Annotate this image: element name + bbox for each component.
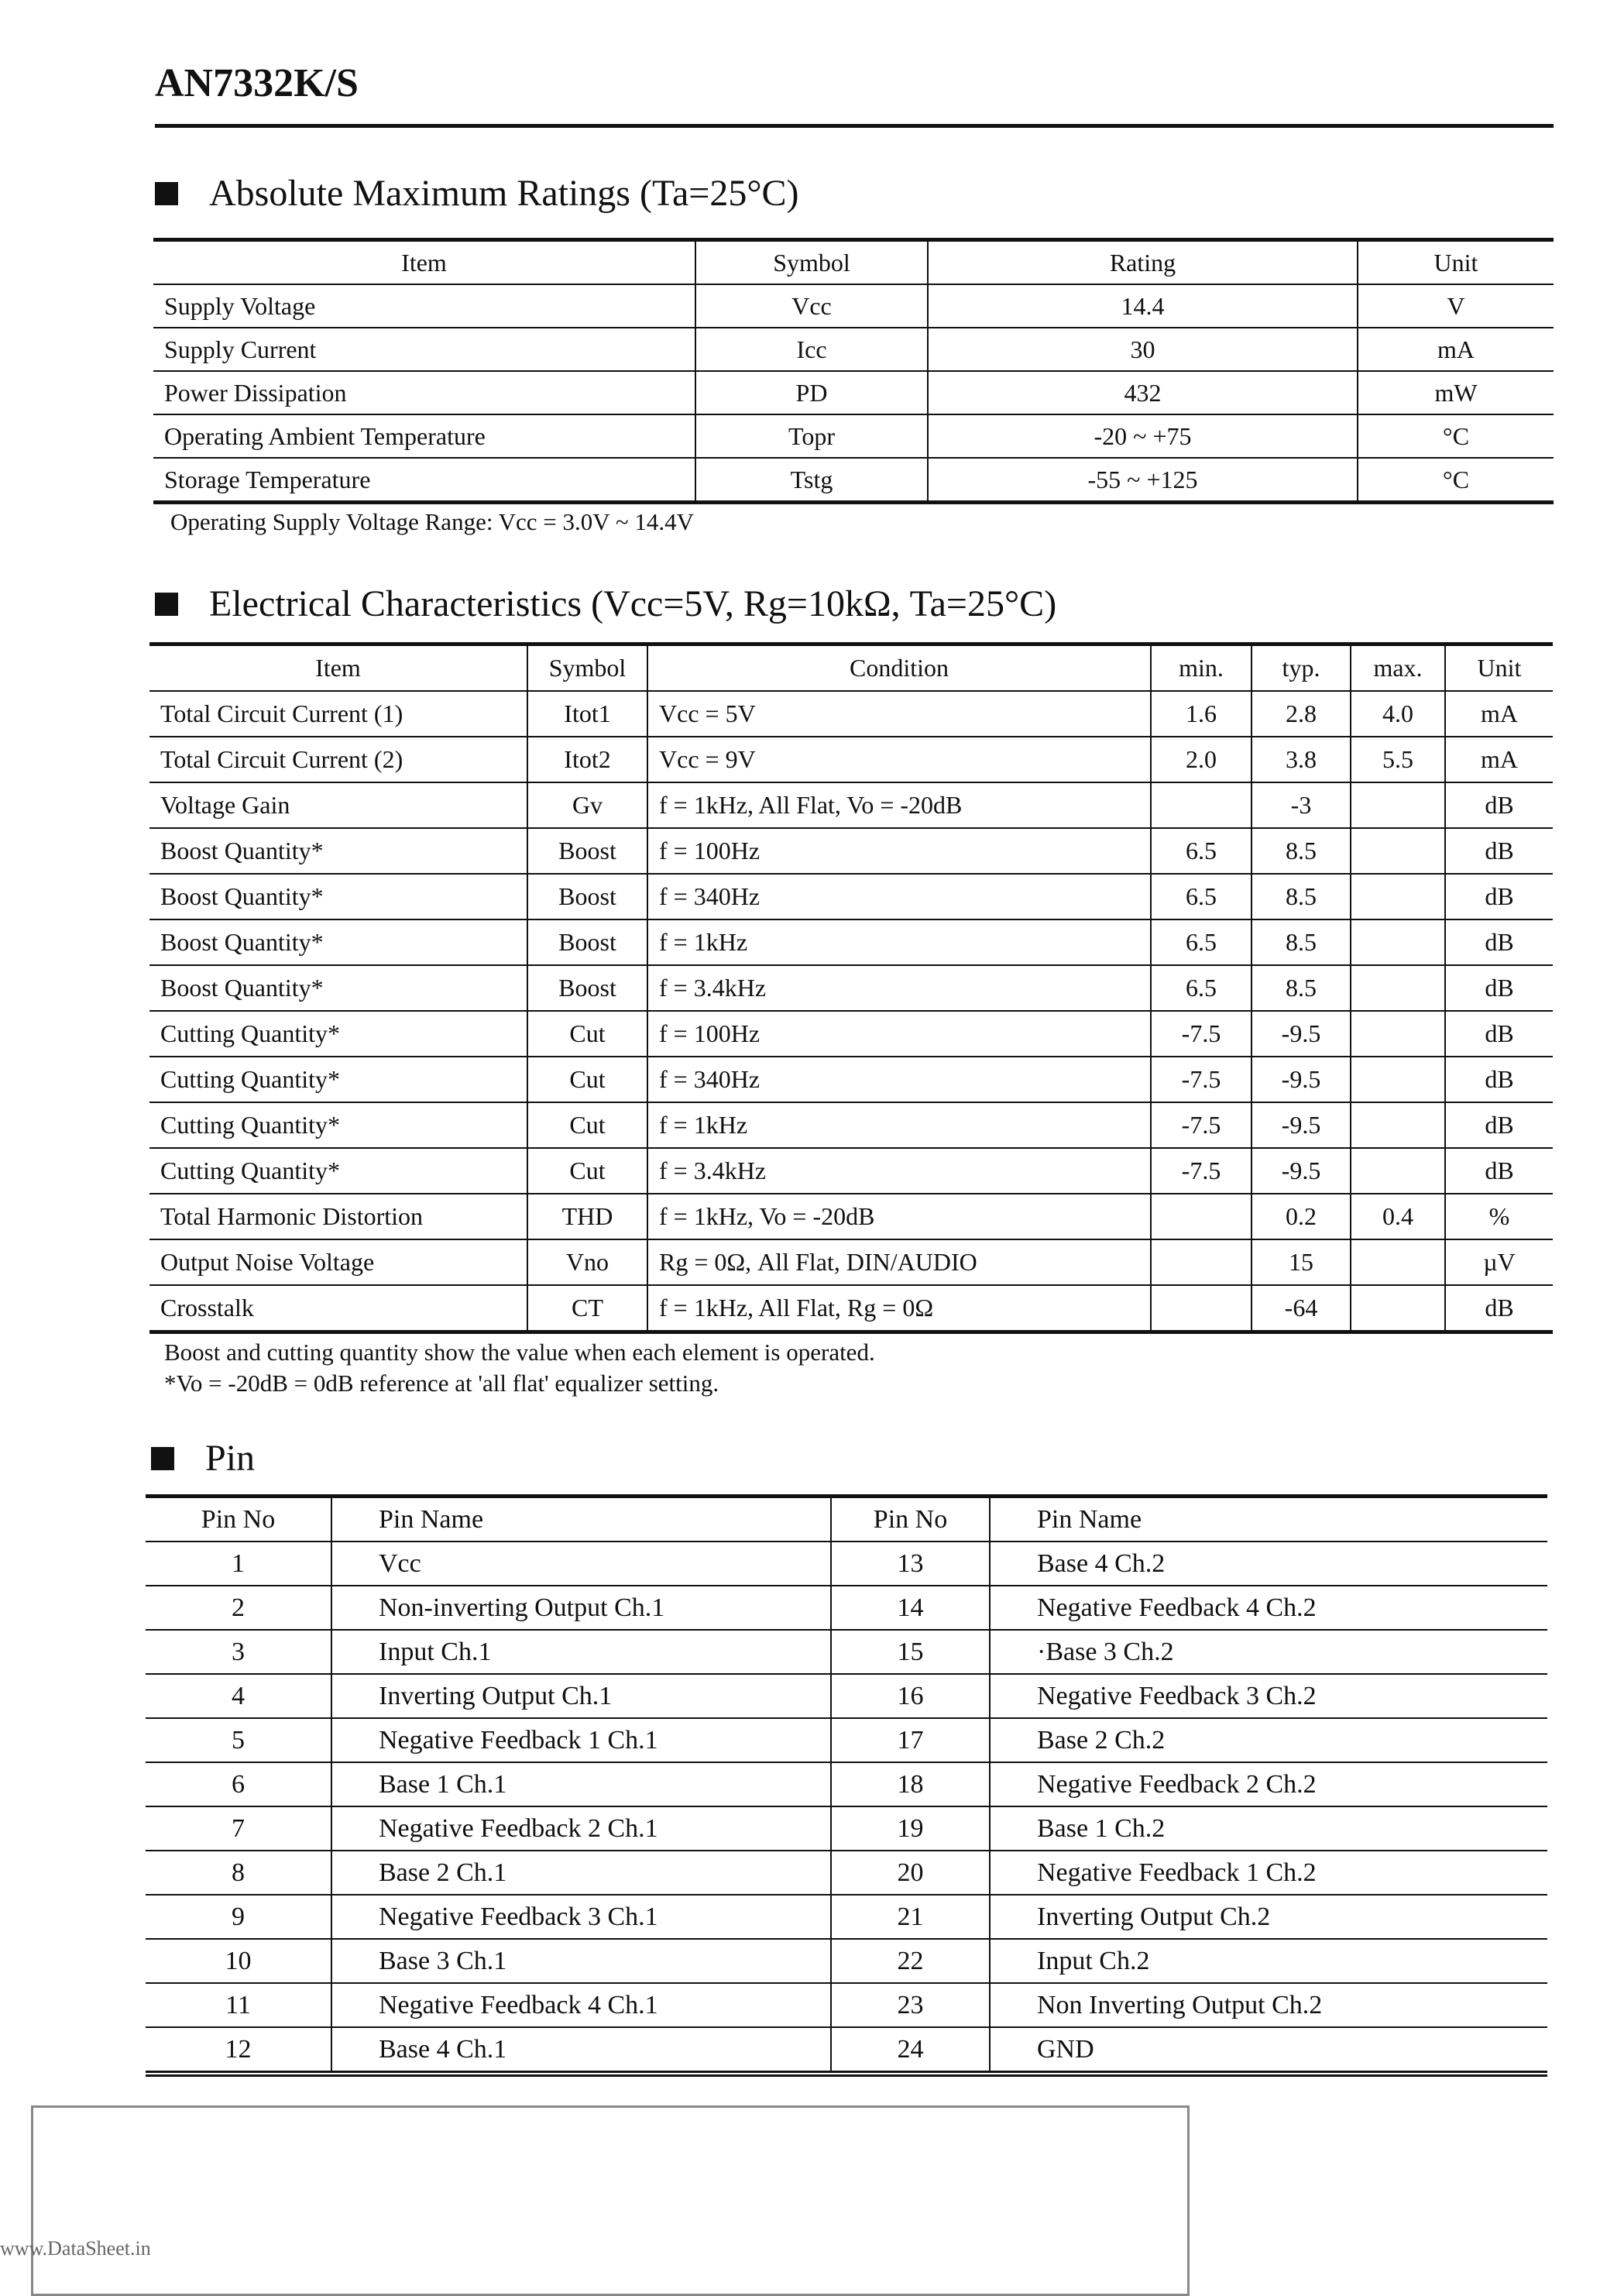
symbol-cell: Boost (527, 828, 647, 874)
typ-cell: -9.5 (1252, 1102, 1351, 1148)
pin-number-cell: 14 (831, 1586, 990, 1630)
condition-cell: Vcc = 5V (647, 691, 1151, 737)
pin-name-cell: GND (990, 2027, 1547, 2074)
condition-cell: Rg = 0Ω, All Flat, DIN/AUDIO (647, 1239, 1151, 1285)
condition-cell: f = 340Hz (647, 874, 1151, 919)
unit-cell: dB (1445, 874, 1553, 919)
pin-name-cell: Non-inverting Output Ch.1 (331, 1586, 831, 1630)
condition-cell: f = 3.4kHz (647, 965, 1151, 1011)
pin-name-cell: Base 2 Ch.1 (331, 1851, 831, 1895)
min-cell: 6.5 (1151, 874, 1252, 919)
pin-name-cell: Inverting Output Ch.2 (990, 1895, 1547, 1939)
pin-number-cell: 16 (831, 1674, 990, 1718)
symbol-cell: Vcc (695, 284, 928, 328)
column-header: Item (153, 240, 695, 285)
item-cell: Supply Current (153, 328, 695, 371)
symbol-cell: CT (527, 1285, 647, 1332)
pin-number-cell: 20 (831, 1851, 990, 1895)
column-header: Condition (647, 644, 1151, 692)
column-header: max. (1351, 644, 1445, 692)
unit-cell: % (1445, 1194, 1553, 1239)
condition-cell: f = 1kHz, All Flat, Vo = -20dB (647, 782, 1151, 828)
typ-cell: 3.8 (1252, 737, 1351, 782)
symbol-cell: Itot2 (527, 737, 647, 782)
symbol-cell: Gv (527, 782, 647, 828)
max-cell (1351, 874, 1445, 919)
table-header-row (149, 644, 1553, 692)
pin-number-cell: 23 (831, 1983, 990, 2027)
condition-cell: f = 3.4kHz (647, 1148, 1151, 1194)
pin-number-cell: 7 (146, 1806, 331, 1851)
pin-table (146, 1494, 1547, 2077)
pin-number-cell: 5 (146, 1718, 331, 1762)
table-row (146, 1983, 1547, 2027)
unit-cell: mW (1358, 371, 1554, 414)
pin-name-cell: Base 1 Ch.2 (990, 1806, 1547, 1851)
condition-cell: f = 1kHz (647, 1102, 1151, 1148)
table-row (146, 1586, 1547, 1630)
condition-cell: f = 1kHz, All Flat, Rg = 0Ω (647, 1285, 1151, 1332)
footer-watermark: www.DataSheet.in (0, 2237, 151, 2260)
min-cell (1151, 1285, 1252, 1332)
pin-name-cell: Base 4 Ch.1 (331, 2027, 831, 2074)
max-cell (1351, 1057, 1445, 1102)
symbol-cell: Cut (527, 1148, 647, 1194)
max-cell (1351, 828, 1445, 874)
unit-cell: V (1358, 284, 1554, 328)
table-row (149, 919, 1553, 965)
unit-cell: dB (1445, 1102, 1553, 1148)
page-title: AN7332K/S (155, 61, 359, 105)
table-row (149, 1285, 1553, 1332)
item-cell: Total Circuit Current (2) (149, 737, 527, 782)
pin-number-cell: 17 (831, 1718, 990, 1762)
unit-cell: dB (1445, 1148, 1553, 1194)
table-row (149, 691, 1553, 737)
table-row (149, 874, 1553, 919)
column-header: Item (149, 644, 527, 692)
table-row (149, 1194, 1553, 1239)
item-cell: Cutting Quantity* (149, 1102, 527, 1148)
column-header: Unit (1358, 240, 1554, 285)
max-cell (1351, 782, 1445, 828)
column-header: min. (1151, 644, 1252, 692)
condition-cell: f = 340Hz (647, 1057, 1151, 1102)
pin-name-cell: Negative Feedback 2 Ch.1 (331, 1806, 831, 1851)
title-rule (155, 124, 1554, 128)
abs-max-table (153, 238, 1554, 504)
pin-number-cell: 11 (146, 1983, 331, 2027)
pin-name-cell: Inverting Output Ch.1 (331, 1674, 831, 1718)
pin-title: Pin (205, 1438, 256, 1479)
item-cell: Boost Quantity* (149, 828, 527, 874)
unit-cell: mA (1445, 737, 1553, 782)
section-elec-heading (155, 583, 1056, 625)
max-cell (1351, 1285, 1445, 1332)
footnote-reference: *Vo = -20dB = 0dB reference at 'all flat' equalizer setting. (164, 1370, 719, 1397)
min-cell: -7.5 (1151, 1057, 1252, 1102)
rating-cell: -20 ~ +75 (928, 414, 1358, 458)
pin-number-cell: 19 (831, 1806, 990, 1851)
min-cell: 6.5 (1151, 828, 1252, 874)
typ-cell: 8.5 (1252, 828, 1351, 874)
table-row (149, 1148, 1553, 1194)
table-row (149, 965, 1553, 1011)
pin-number-cell: 4 (146, 1674, 331, 1718)
table-row (153, 328, 1554, 371)
table-row (146, 1851, 1547, 1895)
rating-cell: -55 ~ +125 (928, 458, 1358, 503)
table-row (146, 1762, 1547, 1806)
condition-cell: f = 100Hz (647, 828, 1151, 874)
table-row (153, 284, 1554, 328)
symbol-cell: Vno (527, 1239, 647, 1285)
column-header: Symbol (527, 644, 647, 692)
pin-number-cell: 6 (146, 1762, 331, 1806)
item-cell: Boost Quantity* (149, 874, 527, 919)
unit-cell: dB (1445, 1057, 1553, 1102)
typ-cell: -9.5 (1252, 1148, 1351, 1194)
rating-cell: 14.4 (928, 284, 1358, 328)
pin-name-cell: Base 4 Ch.2 (990, 1542, 1547, 1586)
pin-number-cell: 9 (146, 1895, 331, 1939)
symbol-cell: PD (695, 371, 928, 414)
symbol-cell: Topr (695, 414, 928, 458)
min-cell: 6.5 (1151, 965, 1252, 1011)
pin-name-cell: ·Base 3 Ch.2 (990, 1630, 1547, 1674)
condition-cell: f = 1kHz (647, 919, 1151, 965)
footnote-boost: Boost and cutting quantity show the value when each element is operated. (164, 1339, 875, 1366)
min-cell: -7.5 (1151, 1011, 1252, 1057)
unit-cell: dB (1445, 828, 1553, 874)
footer-frame (31, 2105, 1190, 2296)
unit-cell: dB (1445, 782, 1553, 828)
pin-number-cell: 1 (146, 1542, 331, 1586)
pin-name-cell: Negative Feedback 1 Ch.1 (331, 1718, 831, 1762)
pin-name-cell: Negative Feedback 3 Ch.2 (990, 1674, 1547, 1718)
min-cell: -7.5 (1151, 1148, 1252, 1194)
unit-cell: dB (1445, 1285, 1553, 1332)
pin-name-cell: Input Ch.2 (990, 1939, 1547, 1983)
condition-cell: Vcc = 9V (647, 737, 1151, 782)
table-row (153, 414, 1554, 458)
pin-number-cell: 22 (831, 1939, 990, 1983)
typ-cell: 8.5 (1252, 919, 1351, 965)
item-cell: Total Circuit Current (1) (149, 691, 527, 737)
pin-name-cell: Non Inverting Output Ch.2 (990, 1983, 1547, 2027)
table-row (149, 1239, 1553, 1285)
section-abs-max-heading (155, 172, 799, 215)
condition-cell: f = 1kHz, Vo = -20dB (647, 1194, 1151, 1239)
item-cell: Boost Quantity* (149, 965, 527, 1011)
typ-cell: 8.5 (1252, 874, 1351, 919)
symbol-cell: Boost (527, 874, 647, 919)
column-header: Pin Name (990, 1497, 1547, 1542)
pin-name-cell: Base 2 Ch.2 (990, 1718, 1547, 1762)
item-cell: Cutting Quantity* (149, 1148, 527, 1194)
elec-title: Electrical Characteristics (Vcc=5V, Rg=10kΩ, Ta=25°C) (209, 583, 1057, 624)
pin-number-cell: 2 (146, 1586, 331, 1630)
max-cell (1351, 1239, 1445, 1285)
typ-cell: 8.5 (1252, 965, 1351, 1011)
table-row (149, 1011, 1553, 1057)
pin-name-cell: Negative Feedback 2 Ch.2 (990, 1762, 1547, 1806)
symbol-cell: Boost (527, 919, 647, 965)
typ-cell: 0.2 (1252, 1194, 1351, 1239)
min-cell (1151, 1194, 1252, 1239)
pin-number-cell: 24 (831, 2027, 990, 2074)
pin-number-cell: 13 (831, 1542, 990, 1586)
column-header: Rating (928, 240, 1358, 285)
pin-number-cell: 10 (146, 1939, 331, 1983)
column-header: Unit (1445, 644, 1553, 692)
max-cell (1351, 965, 1445, 1011)
symbol-cell: Tstg (695, 458, 928, 503)
bullet-square-icon (151, 1447, 174, 1470)
item-cell: Cutting Quantity* (149, 1011, 527, 1057)
table-row (149, 1102, 1553, 1148)
pin-name-cell: Negative Feedback 4 Ch.1 (331, 1983, 831, 2027)
min-cell: -7.5 (1151, 1102, 1252, 1148)
unit-cell: °C (1358, 458, 1554, 503)
min-cell (1151, 782, 1252, 828)
table-row (146, 1674, 1547, 1718)
column-header: Pin No (146, 1497, 331, 1542)
rating-cell: 432 (928, 371, 1358, 414)
pin-name-cell: Negative Feedback 1 Ch.2 (990, 1851, 1547, 1895)
unit-cell: µV (1445, 1239, 1553, 1285)
typ-cell: -64 (1252, 1285, 1351, 1332)
item-cell: Cutting Quantity* (149, 1057, 527, 1102)
pin-number-cell: 3 (146, 1630, 331, 1674)
item-cell: Total Harmonic Distortion (149, 1194, 527, 1239)
item-cell: Supply Voltage (153, 284, 695, 328)
min-cell: 1.6 (1151, 691, 1252, 737)
item-cell: Storage Temperature (164, 465, 371, 493)
unit-cell: mA (1445, 691, 1553, 737)
symbol-cell: Cut (527, 1057, 647, 1102)
table-row (146, 1939, 1547, 1983)
pin-name-cell: Base 1 Ch.1 (331, 1762, 831, 1806)
min-cell: 6.5 (1151, 919, 1252, 965)
unit-cell: °C (1358, 414, 1554, 458)
max-cell (1351, 1148, 1445, 1194)
unit-cell: dB (1445, 1011, 1553, 1057)
max-cell: 0.4 (1351, 1194, 1445, 1239)
typ-cell: 2.8 (1252, 691, 1351, 737)
item-cell: Output Noise Voltage (149, 1239, 527, 1285)
table-row (149, 782, 1553, 828)
bullet-square-icon (155, 182, 178, 205)
pin-name-cell: Negative Feedback 3 Ch.1 (331, 1895, 831, 1939)
symbol-cell: Boost (527, 965, 647, 1011)
item-cell: Crosstalk (160, 1294, 254, 1322)
pin-number-cell: 18 (831, 1762, 990, 1806)
item-cell: Voltage Gain (149, 782, 527, 828)
typ-cell: 15 (1252, 1239, 1351, 1285)
table-header-row (146, 1497, 1547, 1542)
column-header: Pin Name (331, 1497, 831, 1542)
min-cell: 2.0 (1151, 737, 1252, 782)
unit-cell: dB (1445, 919, 1553, 965)
min-cell (1151, 1239, 1252, 1285)
pin-number-cell: 8 (146, 1851, 331, 1895)
max-cell: 4.0 (1351, 691, 1445, 737)
bullet-square-icon (155, 593, 178, 616)
max-cell: 5.5 (1351, 737, 1445, 782)
pin-name-cell: Vcc (331, 1542, 831, 1586)
table-header-row (153, 240, 1554, 285)
pin-name-cell: Input Ch.1 (331, 1630, 831, 1674)
operating-range-note: Operating Supply Voltage Range: Vcc = 3.0V ~ 14.4V (170, 508, 695, 535)
rating-cell: 30 (928, 328, 1358, 371)
table-row (146, 2027, 1547, 2074)
table-row (146, 1630, 1547, 1674)
pin-number-cell: 15 (831, 1630, 990, 1674)
pin-number-cell: 12 (225, 2034, 252, 2064)
column-header: Symbol (695, 240, 928, 285)
section-pin-heading (151, 1437, 255, 1480)
table-row (146, 1806, 1547, 1851)
item-cell: Boost Quantity* (149, 919, 527, 965)
symbol-cell: Cut (527, 1011, 647, 1057)
max-cell (1351, 919, 1445, 965)
column-header: Pin No (831, 1497, 990, 1542)
unit-cell: dB (1445, 965, 1553, 1011)
symbol-cell: THD (527, 1194, 647, 1239)
table-row (149, 1057, 1553, 1102)
typ-cell: -9.5 (1252, 1057, 1351, 1102)
table-row (149, 737, 1553, 782)
symbol-cell: Icc (695, 328, 928, 371)
pin-name-cell: Base 3 Ch.1 (331, 1939, 831, 1983)
table-row (146, 1718, 1547, 1762)
pin-number-cell: 21 (831, 1895, 990, 1939)
symbol-cell: Itot1 (527, 691, 647, 737)
table-row (153, 371, 1554, 414)
symbol-cell: Cut (527, 1102, 647, 1148)
unit-cell: mA (1358, 328, 1554, 371)
condition-cell: f = 100Hz (647, 1011, 1151, 1057)
table-row (146, 1895, 1547, 1939)
max-cell (1351, 1011, 1445, 1057)
pin-name-cell: Negative Feedback 4 Ch.2 (990, 1586, 1547, 1630)
elec-char-table (149, 642, 1553, 1334)
column-header: typ. (1252, 644, 1351, 692)
item-cell: Operating Ambient Temperature (153, 414, 695, 458)
table-row (146, 1542, 1547, 1586)
abs-max-title: Absolute Maximum Ratings (Ta=25°C) (209, 173, 799, 214)
max-cell (1351, 1102, 1445, 1148)
typ-cell: -3 (1252, 782, 1351, 828)
item-cell: Power Dissipation (153, 371, 695, 414)
typ-cell: -9.5 (1252, 1011, 1351, 1057)
table-row (149, 828, 1553, 874)
table-row (153, 458, 1554, 503)
